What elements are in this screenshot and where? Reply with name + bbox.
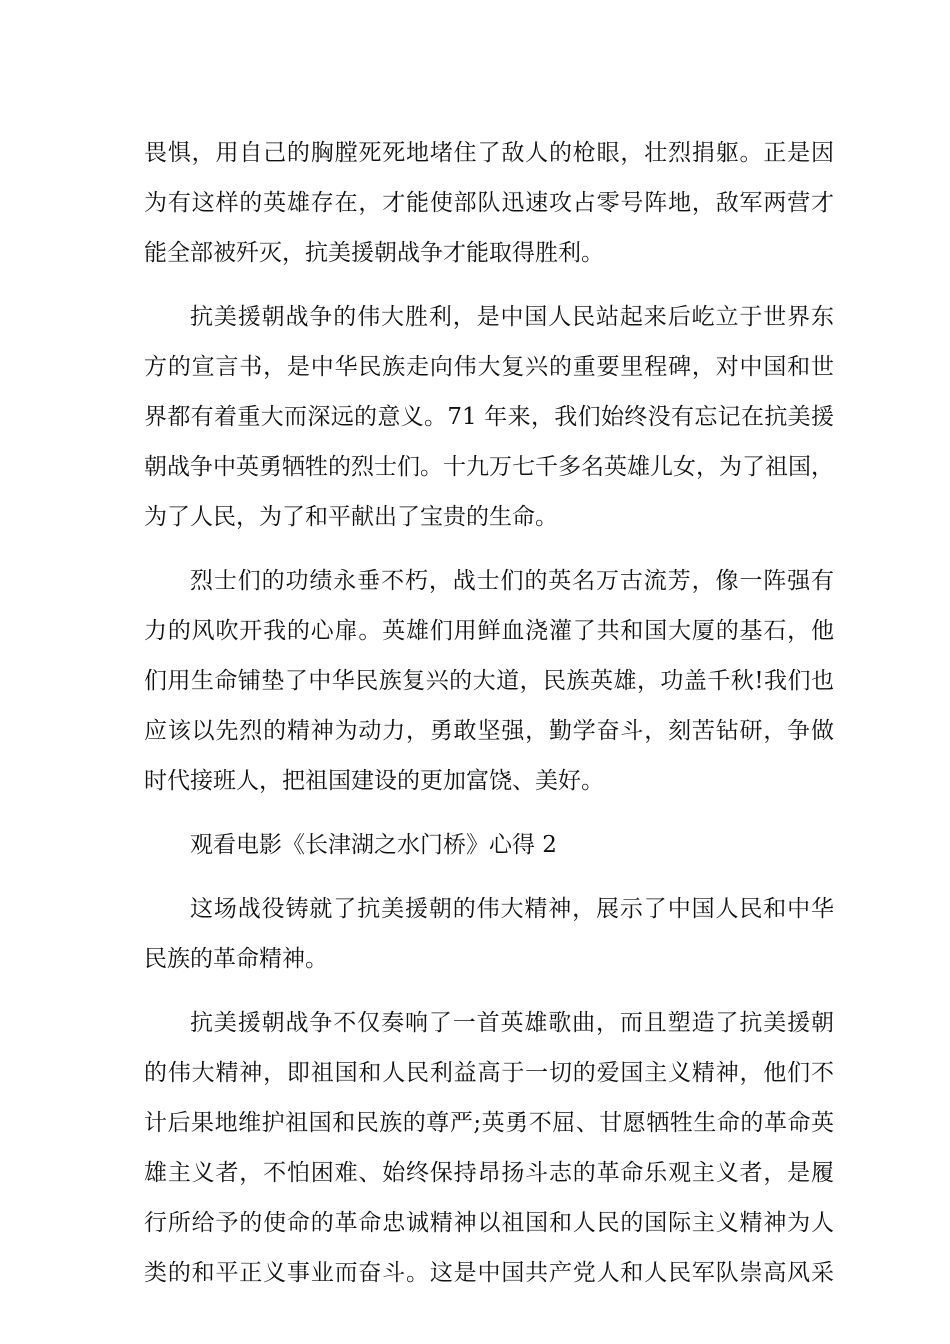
paragraph xyxy=(144,556,834,806)
text-line: 们用生命铺垫了中华民族复兴的大道，民族英雄，功盖千秋!我们也 xyxy=(144,668,834,694)
text-line: 这场战役铸就了抗美援朝的伟大精神，展示了中国人民和中华 xyxy=(190,896,834,922)
text-line: 计后果地维护祖国和民族的尊严;英勇不屈、甘愿牺牲生命的革命英 xyxy=(144,1110,834,1136)
text-line: 抗美援朝战争不仅奏响了一首英雄歌曲，而且塑造了抗美援朝 xyxy=(190,1010,834,1036)
text-line: 行所给予的使命的革命忠诚精神以祖国和人民的国际主义精神为人 xyxy=(144,1210,834,1236)
text-line: 力的风吹开我的心扉。英雄们用鲜血浇灌了共和国大厦的基石，他 xyxy=(144,618,834,644)
text-line: 应该以先烈的精神为动力，勇敢坚强，勤学奋斗，刻苦钻研，争做 xyxy=(144,718,834,744)
text-line: 为了人民，为了和平献出了宝贵的生命。 xyxy=(144,504,558,530)
text-line: 方的宣言书，是中华民族走向伟大复兴的重要里程碑，对中国和世 xyxy=(144,354,834,380)
text-line: 界都有着重大而深远的意义。71 年来，我们始终没有忘记在抗美援 xyxy=(144,404,834,430)
paragraph xyxy=(144,292,834,542)
heading-line: 观看电影《长津湖之水门桥》心得 2 xyxy=(190,832,557,858)
text-line: 烈士们的功绩永垂不朽，战士们的英名万古流芳，像一阵强有 xyxy=(190,568,834,594)
text-line: 类的和平正义事业而奋斗。这是中国共产党人和人民军队崇高风采 xyxy=(144,1260,834,1286)
text-line: 能全部被歼灭，抗美援朝战争才能取得胜利。 xyxy=(144,240,604,266)
text-line: 抗美援朝战争的伟大胜利，是中国人民站起来后屹立于世界东 xyxy=(190,304,834,330)
text-line: 民族的革命精神。 xyxy=(144,946,328,972)
paragraph xyxy=(144,128,834,278)
text-line: 时代接班人，把祖国建设的更加富饶、美好。 xyxy=(144,768,604,794)
paragraph xyxy=(144,998,834,1298)
paragraph xyxy=(144,884,834,984)
text-line: 朝战争中英勇牺牲的烈士们。十九万七千多名英雄儿女，为了祖国， xyxy=(144,454,834,480)
section-heading xyxy=(144,820,834,870)
text-line: 畏惧，用自己的胸膛死死地堵住了敌人的枪眼，壮烈捐躯。正是因 xyxy=(144,140,834,166)
text-line: 为有这样的英雄存在，才能使部队迅速攻占零号阵地，敌军两营才 xyxy=(144,190,834,216)
document-page xyxy=(144,128,834,1298)
text-line: 雄主义者，不怕困难、始终保持昂扬斗志的革命乐观主义者，是履 xyxy=(144,1160,834,1186)
text-line: 的伟大精神，即祖国和人民利益高于一切的爱国主义精神，他们不 xyxy=(144,1060,834,1086)
